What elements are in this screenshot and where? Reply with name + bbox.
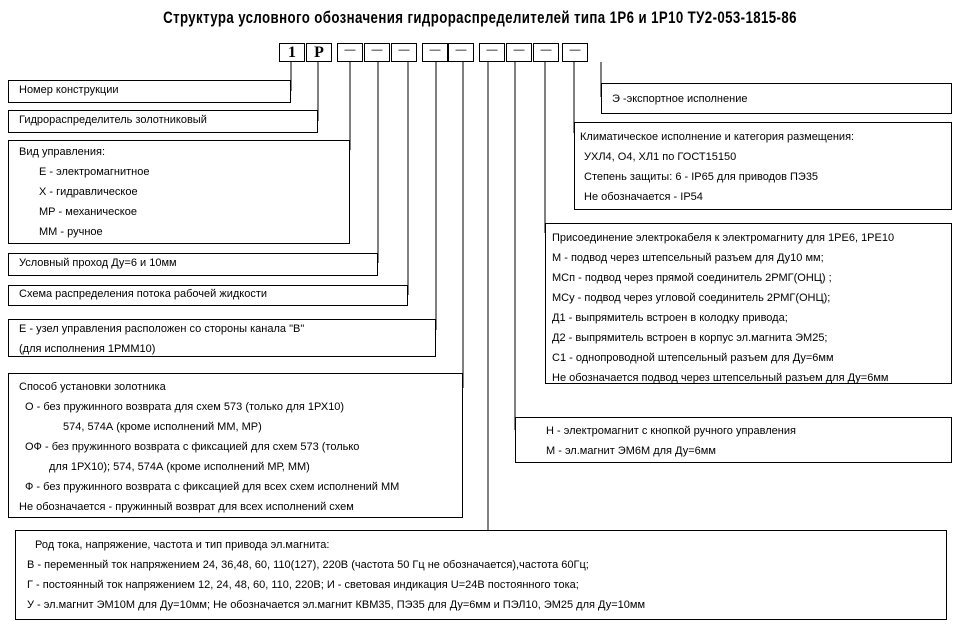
manual-line-1: Н - электромагнит с кнопкой ручного управления (546, 425, 796, 437)
export-box (601, 83, 952, 114)
code-cell-8: — (479, 43, 505, 62)
spool-line-1: Гидрораспределитель золотниковый (19, 114, 207, 126)
export-line-1: Э -экспортное исполнение (612, 93, 748, 105)
install-box (8, 373, 463, 518)
cable-line-2: М - подвод через штепсельный разъем для Ду10 мм; (552, 252, 824, 264)
current-box (15, 530, 947, 620)
current-line-4: У - эл.магнит ЭМ10М для Ду=10мм; Не обозначается эл.магнит КВМ35, ПЭ35 для Ду=6мм и ПЭЛ10, ЭМ25 для Ду=10мм (27, 599, 646, 611)
cable-line-8: Не обозначается подвод через штепсельный разъем для Ду=6мм (552, 372, 889, 384)
code-cell-6: — (422, 43, 448, 62)
current-line-1: Род тока, напряжение, частота и тип привода эл.магнита: (35, 539, 330, 551)
current-line-3: Г - постоянный ток напряжением 12, 24, 48, 60, 110, 220В; И - световая индикация U=24В постоянного тока; (27, 579, 579, 591)
control-line-2: Е - электромагнитное (39, 166, 150, 178)
cable-line-4: МСу - подвод через угловой соединитель 2РМГ(ОНЦ); (552, 292, 831, 304)
cable-line-3: МСп - подвод через прямой соединитель 2РМГ(ОНЦ) ; (552, 272, 832, 284)
side-box (8, 319, 436, 357)
bore-line-1: Условный проход Ду=6 и 10мм (19, 257, 177, 269)
scheme-line-1: Схема распределения потока рабочей жидкости (19, 288, 268, 300)
cable-line-7: С1 - однопроводной штепсельный разъем для Ду=6мм (552, 352, 834, 364)
control-line-1: Вид управления: (19, 146, 106, 158)
install-line-6: Ф - без пружинного возврата с фиксацией для всех схем исполнений ММ (25, 481, 400, 493)
manual-line-2: М - эл.магнит ЭМ6М для Ду=6мм (546, 445, 716, 457)
install-line-1: Способ установки золотника (19, 381, 166, 393)
control-box (8, 140, 350, 244)
climate-line-2: УХЛ4, О4, ХЛ1 по ГОСТ15150 (584, 151, 737, 163)
control-line-3: Х - гидравлическое (39, 186, 138, 198)
climate-line-4: Не обозначается - IP54 (584, 191, 703, 203)
install-line-7: Не обозначается - пружинный возврат для всех исполнений схем (19, 501, 354, 513)
cable-line-1: Присоединение электрокабеля к электромагниту для 1РЕ6, 1РЕ10 (552, 232, 895, 244)
cable-line-6: Д2 - выпрямитель встроен в корпус эл.магнита ЭМ25; (552, 332, 828, 344)
design-line-1: Номер конструкции (19, 84, 119, 96)
bore-box (8, 253, 378, 276)
cable-line-5: Д1 - выпрямитель встроен в колодку привода; (552, 312, 788, 324)
scheme-box (8, 285, 408, 306)
control-line-5: ММ - ручное (39, 226, 103, 238)
install-line-5: для 1РХ10); 574, 574А (кроме исполнений МР, ММ) (49, 461, 310, 473)
cable-box (545, 223, 952, 384)
climate-box (574, 122, 952, 210)
code-cell-1: 1 (279, 43, 305, 62)
install-line-2: О - без пружинного возврата для схем 573 (только для 1РХ10) (25, 401, 345, 413)
code-cell-11: — (562, 43, 588, 62)
spool-box (8, 110, 318, 133)
current-line-2: В - переменный ток напряжением 24, 36,48, 60, 110(127), 220В (частота 50 Гц не обозначается),частота 60Гц; (27, 559, 589, 571)
code-cell-7: — (448, 43, 474, 62)
side-line-1: Е - узел управления расположен со стороны канала "В" (19, 323, 305, 335)
control-line-4: МР - механическое (39, 206, 137, 218)
diagram-title: Структура условного обозначения гидрораспределителей типа 1Р6 и 1Р10 ТУ2-053-1815-86 (163, 8, 797, 27)
manual-box (515, 417, 952, 463)
design-box (8, 80, 291, 103)
code-cell-9: — (506, 43, 532, 62)
install-line-4: ОФ - без пружинного возврата с фиксацией для схем 573 (только (25, 441, 360, 453)
code-cell-5: — (391, 43, 417, 62)
code-cell-3: — (337, 43, 363, 62)
climate-line-3: Степень защиты: 6 - IP65 для приводов ПЭ35 (584, 171, 819, 183)
code-cell-2: Р (306, 43, 332, 62)
install-line-3: 574, 574А (кроме исполнений ММ, МР) (63, 421, 262, 433)
code-cell-4: — (364, 43, 390, 62)
climate-line-1: Климатическое исполнение и категория размещения: (580, 131, 855, 143)
code-cell-10: — (533, 43, 559, 62)
side-line-2: (для исполнения 1РММ10) (19, 343, 156, 355)
